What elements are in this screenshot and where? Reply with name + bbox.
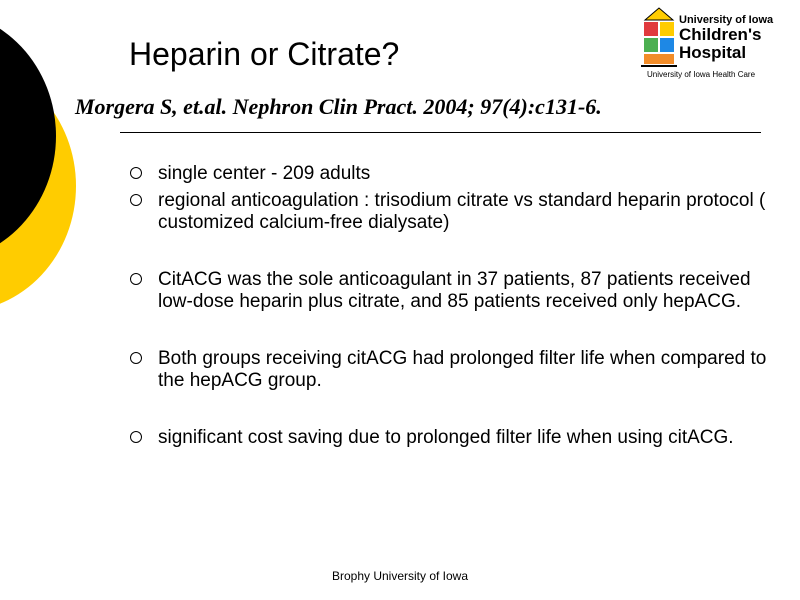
list-item <box>130 427 770 450</box>
logo-block-orange <box>644 54 674 64</box>
slide-title: Heparin or Citrate? <box>129 36 400 72</box>
logo-text <box>679 14 773 62</box>
bullet-text: single center - 209 adults <box>158 163 371 184</box>
hollow-bullet-icon <box>130 352 142 364</box>
bullet-text: significant cost saving due to prolonged filter life when using citACG. <box>158 426 734 448</box>
hollow-bullet-icon <box>130 273 142 285</box>
hollow-bullet-icon <box>130 194 142 206</box>
logo-university-text: University of Iowa <box>679 14 774 26</box>
divider-rule <box>120 132 761 133</box>
logo-hospital-text: Hospital <box>679 43 747 62</box>
logo-block-red <box>644 22 658 36</box>
list-item <box>130 348 770 393</box>
bullet-text: regional anticoagulation : trisodium citrate vs standard heparin protocol ( customized calcium-free dialysate) <box>158 189 766 233</box>
list-item <box>130 190 770 235</box>
logo-block-green <box>644 38 658 52</box>
bullet-list <box>130 163 770 449</box>
bullet-text: CitACG was the sole anticoagulant in 37 patients, 87 patients received low-dose heparin plus citrate, and 85 patients received only hepACG. <box>158 268 751 312</box>
hollow-bullet-icon <box>130 431 142 443</box>
list-item <box>130 163 770 186</box>
hospital-logo-icon <box>641 6 677 68</box>
hospital-logo <box>641 4 783 84</box>
list-item <box>130 269 770 314</box>
logo-childrens-text: Children's <box>679 25 762 44</box>
footer-text: Brophy University of Iowa <box>331 569 469 583</box>
logo-subtitle: University of Iowa Health Care <box>647 70 756 79</box>
citation: Morgera S, et.al. Nephron Clin Pract. 2004; 97(4):c131-6. <box>75 94 602 119</box>
hollow-bullet-icon <box>130 167 142 179</box>
bullet-text: Both groups receiving citACG had prolonged filter life when compared to the hepACG group. <box>158 347 767 391</box>
logo-block-gold <box>660 22 674 36</box>
logo-block-blue <box>660 38 674 52</box>
logo-tower-roof <box>645 8 673 20</box>
